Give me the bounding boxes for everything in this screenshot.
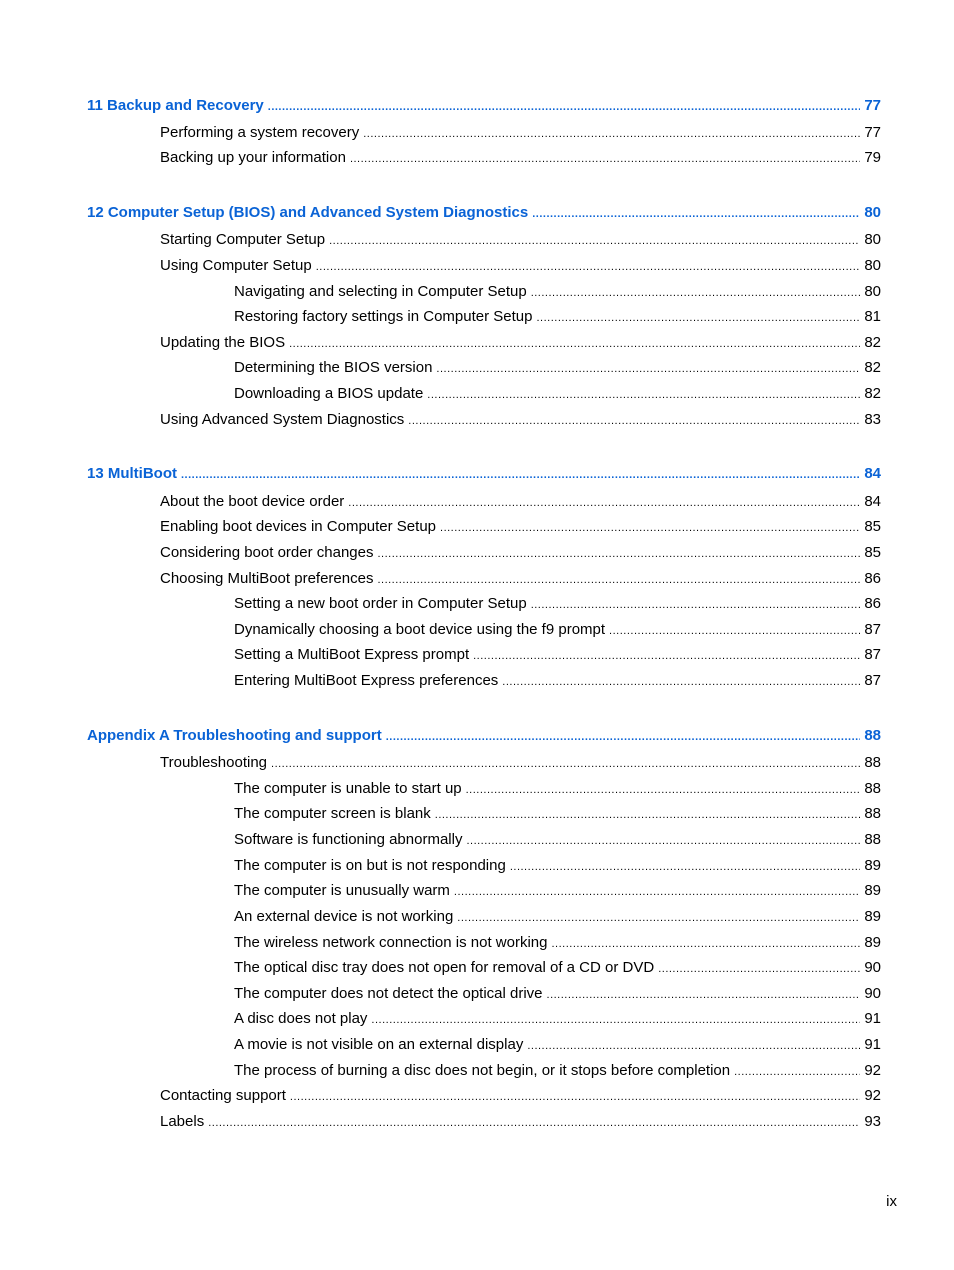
toc-section-entry[interactable] [160,257,881,276]
toc-entry-title: A disc does not play [234,1010,368,1027]
toc-entry-title: Choosing MultiBoot preferences [160,570,374,587]
toc-section-entry[interactable] [160,570,881,589]
toc-section-entry[interactable] [234,283,881,302]
toc-dot-leader [377,571,860,589]
toc-section-entry[interactable] [160,754,881,773]
toc-section-entry[interactable] [160,149,881,168]
toc-dot-leader [363,125,860,143]
toc-section-entry[interactable] [234,805,881,824]
toc-entry-title: The optical disc tray does not open for removal of a CD or DVD [234,959,655,976]
toc-dot-leader [658,960,860,978]
toc-entry-title: Starting Computer Setup [160,231,326,248]
toc-section-entry[interactable] [234,672,881,691]
toc-entry-page: 80 [864,231,881,248]
toc-section-entry[interactable] [160,124,881,143]
toc-dot-leader [435,806,861,824]
toc-entry-title: Dynamically choosing a boot device using the f9 prompt [234,621,606,638]
toc-entry-page: 84 [864,493,881,510]
toc-entry-page: 86 [864,595,881,612]
toc-entry-page: 88 [864,727,881,744]
toc-entry-title: Determining the BIOS version [234,359,433,376]
toc-chapter-entry[interactable] [87,727,881,746]
toc-section-entry[interactable] [234,1036,881,1055]
toc-entry-title: 11 Backup and Recovery [87,97,264,114]
toc-entry-title: Backing up your information [160,149,346,166]
toc-entry-page: 82 [864,385,881,402]
toc-section-entry[interactable] [234,857,881,876]
toc-entry-title: Using Advanced System Diagnostics [160,411,405,428]
toc-entry-title: 12 Computer Setup (BIOS) and Advanced System Diagnostics [87,204,529,221]
toc-dot-leader [473,647,860,665]
toc-entry-title: Navigating and selecting in Computer Setup [234,283,527,300]
toc-entry-page: 91 [864,1010,881,1027]
toc-entry-page: 92 [864,1087,881,1104]
toc-section-entry[interactable] [160,334,881,353]
toc-dot-leader [350,150,860,168]
toc-dot-leader [316,258,861,276]
toc-section-entry[interactable] [160,518,881,537]
toc-dot-leader [408,412,860,430]
toc-dot-leader [290,1088,860,1106]
toc-entry-page: 77 [864,97,881,114]
toc-entry-title: The process of burning a disc does not begin, or it stops before completion [234,1062,731,1079]
toc-entry-title: The wireless network connection is not working [234,934,548,951]
toc-entry-title: Enabling boot devices in Computer Setup [160,518,437,535]
toc-entry-page: 90 [864,985,881,1002]
toc-dot-leader [531,596,861,614]
toc-entry-page: 88 [864,780,881,797]
toc-entry-title: Troubleshooting [160,754,268,771]
toc-entry-page: 85 [864,544,881,561]
toc-section-entry[interactable] [234,1010,881,1029]
toc-dot-leader [510,858,860,876]
toc-entry-page: 89 [864,882,881,899]
toc-entry-page: 89 [864,934,881,951]
toc-entry-page: 87 [864,672,881,689]
toc-entry-title: The computer screen is blank [234,805,431,822]
toc-dot-leader [502,673,860,691]
toc-entry-title: Software is functioning abnormally [234,831,463,848]
toc-entry-page: 88 [864,805,881,822]
toc-entry-page: 80 [864,257,881,274]
toc-dot-leader [440,519,860,537]
toc-dot-leader [377,545,860,563]
toc-entry-title: Labels [160,1113,205,1130]
page-number: ix [886,1193,897,1210]
toc-entry-page: 93 [864,1113,881,1130]
toc-section-entry[interactable] [234,985,881,1004]
toc-section-entry[interactable] [234,1062,881,1081]
toc-section-entry[interactable] [160,411,881,430]
toc-dot-leader [268,98,861,116]
toc-section-entry[interactable] [234,595,881,614]
toc-entry-page: 86 [864,570,881,587]
toc-dot-leader [527,1037,860,1055]
toc-dot-leader [609,622,860,640]
toc-entry-title: Setting a MultiBoot Express prompt [234,646,470,663]
toc-section-entry[interactable] [160,493,881,512]
toc-entry-title: Downloading a BIOS update [234,385,424,402]
toc-entry-page: 92 [864,1062,881,1079]
toc-dot-leader [348,494,860,512]
toc-entry-title: A movie is not visible on an external display [234,1036,524,1053]
toc-entry-title: The computer does not detect the optical drive [234,985,543,1002]
toc-dot-leader [531,284,861,302]
toc-entry-title: Considering boot order changes [160,544,374,561]
toc-entry-title: 13 MultiBoot [87,465,177,482]
toc-entry-page: 89 [864,857,881,874]
toc-entry-page: 87 [864,621,881,638]
toc-section-entry[interactable] [234,621,881,640]
toc-entry-page: 85 [864,518,881,535]
toc-section-entry[interactable] [234,646,881,665]
toc-entry-page: 90 [864,959,881,976]
toc-entry-page: 91 [864,1036,881,1053]
toc-entry-title: An external device is not working [234,908,454,925]
toc-dot-leader [386,728,861,746]
toc-dot-leader [532,205,860,223]
toc-entry-page: 89 [864,908,881,925]
toc-entry-page: 88 [864,754,881,771]
toc-dot-leader [427,386,860,404]
toc-entry-page: 82 [864,334,881,351]
toc-entry-title: Updating the BIOS [160,334,286,351]
toc-section-entry[interactable] [160,1087,881,1106]
toc-dot-leader [208,1114,860,1132]
toc-section-entry[interactable] [160,1113,881,1132]
toc-entry-page: 80 [864,204,881,221]
toc-dot-leader [734,1063,860,1081]
toc-entry-title: About the boot device order [160,493,345,510]
toc-entry-page: 87 [864,646,881,663]
toc-entry-page: 83 [864,411,881,428]
toc-entry-title: Setting a new boot order in Computer Setup [234,595,527,612]
toc-entry-title: Using Computer Setup [160,257,312,274]
toc-entry-title: Restoring factory settings in Computer Setup [234,308,533,325]
toc-entry-page: 84 [864,465,881,482]
toc-entry-page: 82 [864,359,881,376]
toc-dot-leader [271,755,860,773]
toc-section-entry[interactable] [234,934,881,953]
toc-entry-page: 79 [864,149,881,166]
toc-section-entry[interactable] [234,780,881,799]
toc-chapter-entry[interactable] [87,97,881,116]
toc-entry-title: Performing a system recovery [160,124,360,141]
toc-section-entry[interactable] [234,308,881,327]
toc-chapter-entry[interactable] [87,465,881,484]
toc-dot-leader [436,360,860,378]
toc-section-entry[interactable] [234,831,881,850]
toc-entry-title: Contacting support [160,1087,286,1104]
toc-entry-page: 81 [864,308,881,325]
toc-entry-title: The computer is unable to start up [234,780,462,797]
toc-entry-title: The computer is unusually warm [234,882,450,899]
toc-dot-leader [371,1011,860,1029]
toc-section-entry[interactable] [234,359,881,378]
toc-dot-leader [181,466,860,484]
toc-dot-leader [551,935,860,953]
toc-chapter-entry[interactable] [87,204,881,223]
toc-entry-page: 88 [864,831,881,848]
toc-dot-leader [457,909,860,927]
toc-dot-leader [454,883,860,901]
toc-dot-leader [547,986,861,1004]
toc-dot-leader [466,832,860,850]
toc-dot-leader [466,781,861,799]
toc-dot-leader [536,309,860,327]
toc-section-entry[interactable] [234,385,881,404]
toc-entry-page: 80 [864,283,881,300]
toc-dot-leader [329,232,860,250]
toc-entry-page: 77 [864,124,881,141]
toc-section-entry[interactable] [234,882,881,901]
toc-entry-title: The computer is on but is not responding [234,857,506,874]
toc-section-entry[interactable] [234,959,881,978]
toc-entry-title: Entering MultiBoot Express preferences [234,672,499,689]
toc-dot-leader [289,335,860,353]
toc-section-entry[interactable] [160,231,881,250]
toc-entry-title: Appendix A Troubleshooting and support [87,727,382,744]
toc-section-entry[interactable] [160,544,881,563]
toc-section-entry[interactable] [234,908,881,927]
